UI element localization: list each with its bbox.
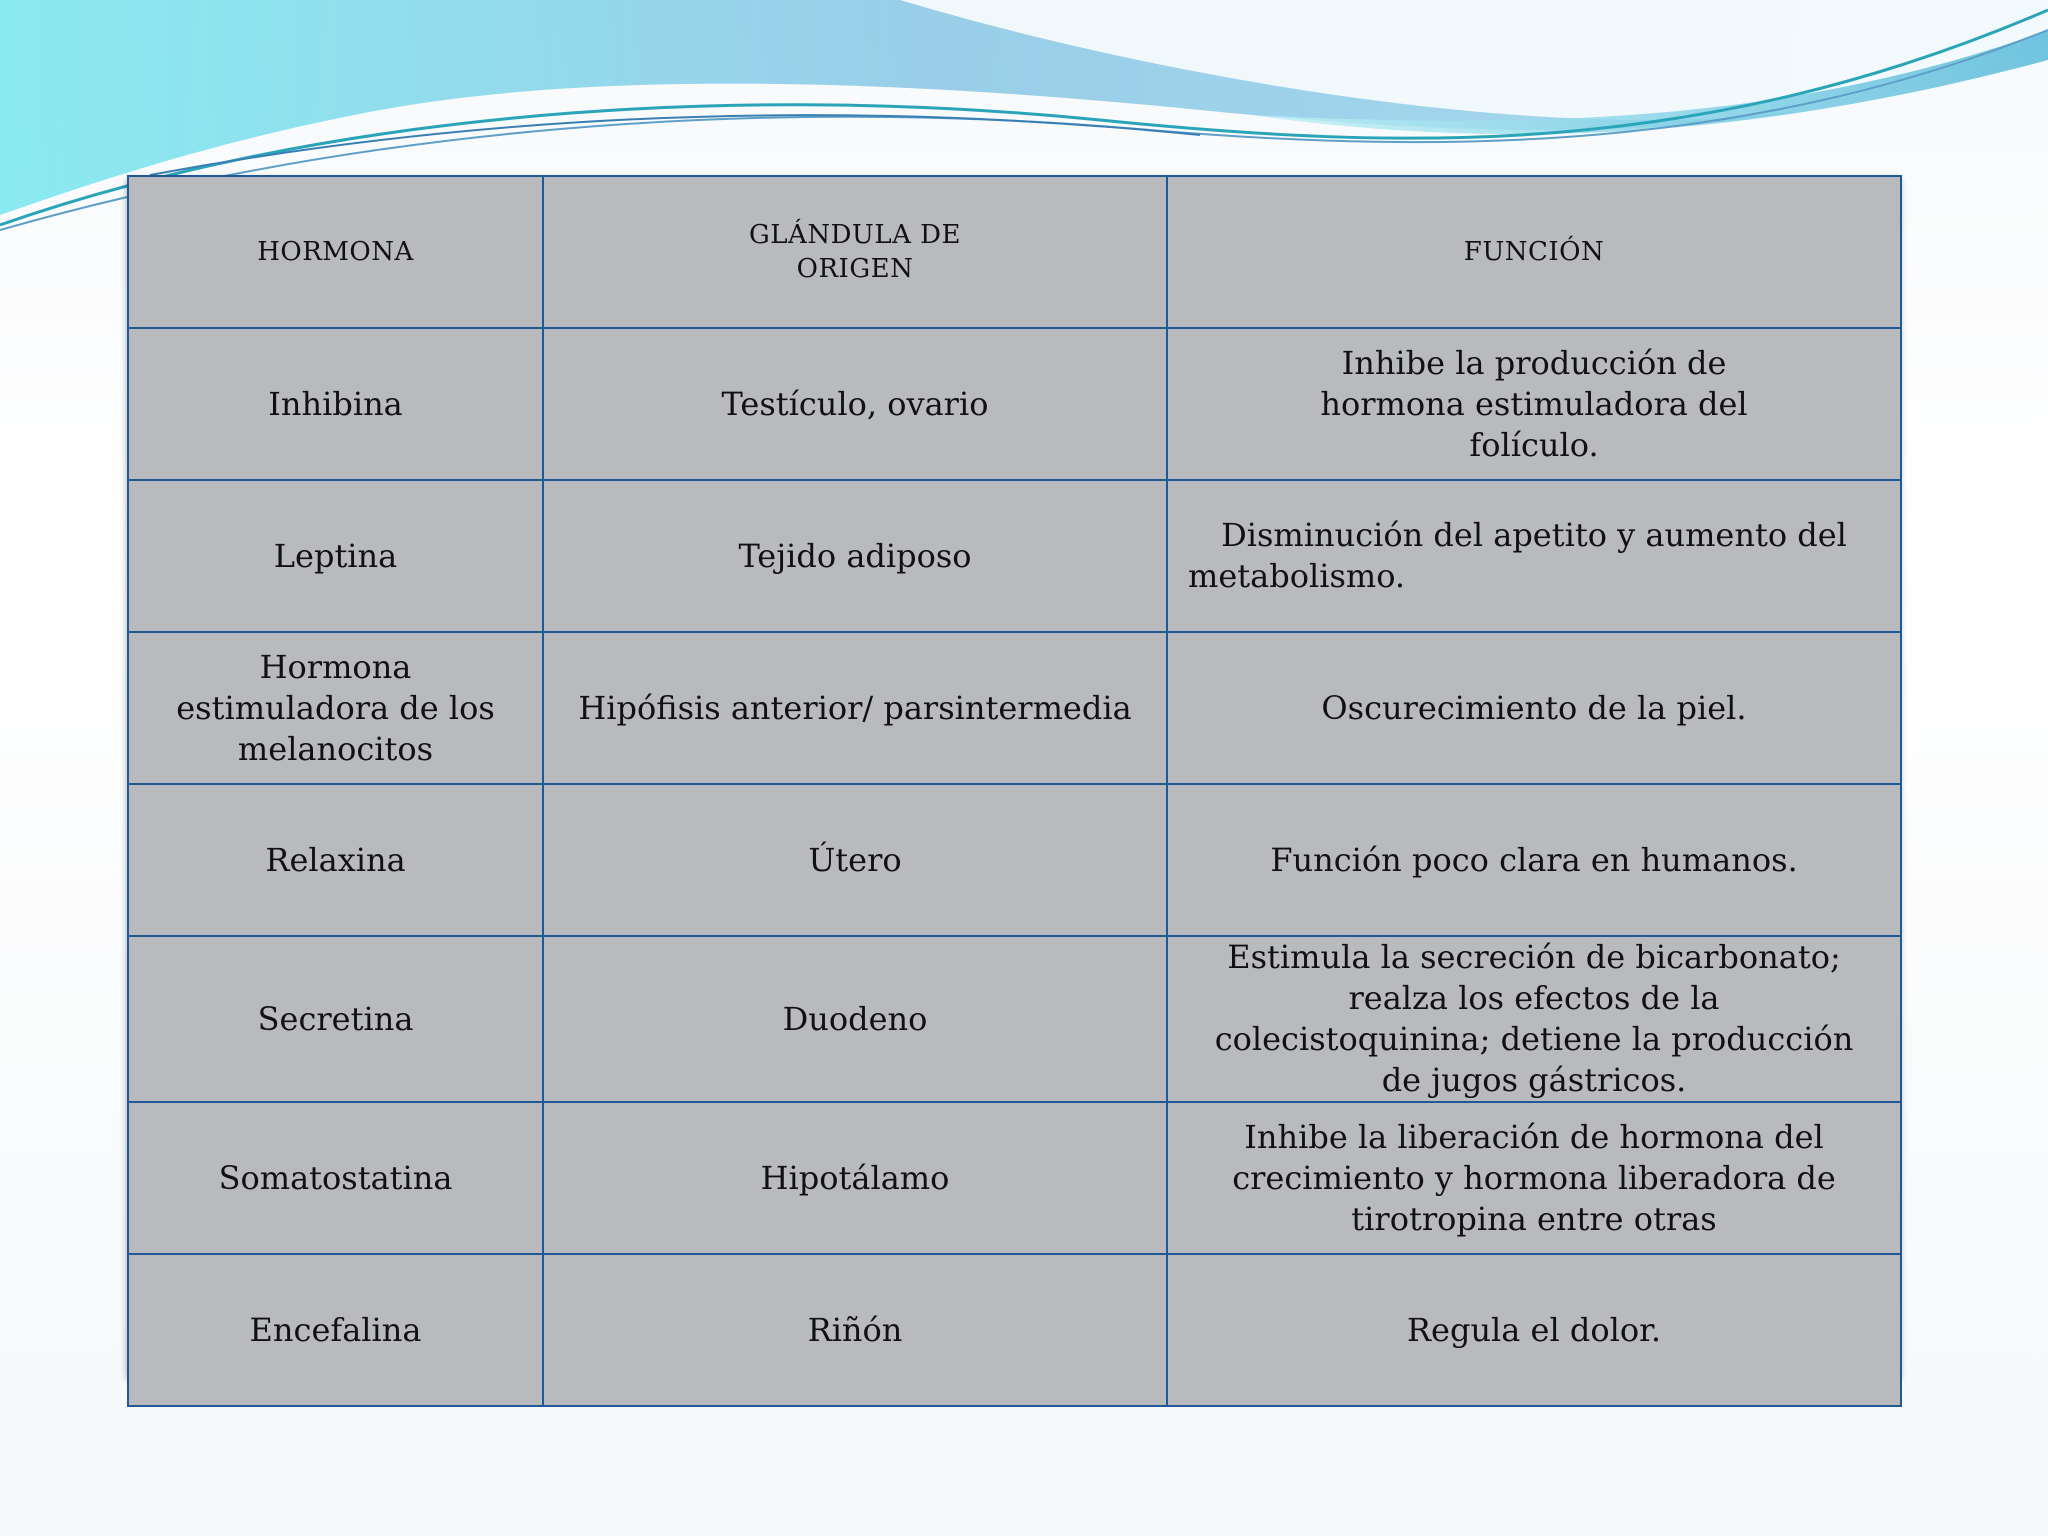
cell-glandula: Duodeno bbox=[543, 936, 1167, 1102]
cell-glandula: Hipófisis anterior/ parsintermedia bbox=[543, 632, 1167, 784]
cell-funcion: Oscurecimiento de la piel. bbox=[1167, 632, 1901, 784]
table-row bbox=[128, 632, 1901, 784]
cell-hormona: Encefalina bbox=[128, 1254, 543, 1406]
table-row bbox=[128, 328, 1901, 480]
table-row bbox=[128, 480, 1901, 632]
cell-glandula: Tejido adiposo bbox=[543, 480, 1167, 632]
cell-hormona: Leptina bbox=[128, 480, 543, 632]
cell-funcion: Regula el dolor. bbox=[1167, 1254, 1901, 1406]
cell-hormona: Secretina bbox=[128, 936, 543, 1102]
table-row bbox=[128, 1254, 1901, 1406]
cell-funcion: Inhibe la producción de hormona estimuladora del folículo. bbox=[1167, 328, 1901, 480]
cell-glandula: Testículo, ovario bbox=[543, 328, 1167, 480]
cell-hormona: Relaxina bbox=[128, 784, 543, 936]
cell-funcion: Disminución del apetito y aumento del metabolismo. bbox=[1167, 480, 1901, 632]
table-row bbox=[128, 936, 1901, 1102]
table-row bbox=[128, 1102, 1901, 1254]
cell-hormona: Hormona estimuladora de los melanocitos bbox=[128, 632, 543, 784]
cell-funcion: Estimula la secreción de bicarbonato; realza los efectos de la colecistoquinina; detiene la producción de jugos gástricos. bbox=[1167, 936, 1901, 1102]
table-row bbox=[128, 784, 1901, 936]
hormone-table-container bbox=[127, 175, 1900, 1375]
header-hormona: HORMONA bbox=[128, 176, 543, 328]
cell-glandula: Útero bbox=[543, 784, 1167, 936]
cell-funcion: Inhibe la liberación de hormona del crecimiento y hormona liberadora de tirotropina entre otras bbox=[1167, 1102, 1901, 1254]
cell-glandula: Riñón bbox=[543, 1254, 1167, 1406]
cell-hormona: Somatostatina bbox=[128, 1102, 543, 1254]
cell-glandula: Hipotálamo bbox=[543, 1102, 1167, 1254]
cell-hormona: Inhibina bbox=[128, 328, 543, 480]
table-header-row bbox=[128, 176, 1901, 328]
cell-funcion: Función poco clara en humanos. bbox=[1167, 784, 1901, 936]
header-funcion: FUNCIÓN bbox=[1167, 176, 1901, 328]
hormone-table bbox=[127, 175, 1902, 1407]
header-glandula-de-origen: GLÁNDULA DE ORIGEN bbox=[543, 176, 1167, 328]
